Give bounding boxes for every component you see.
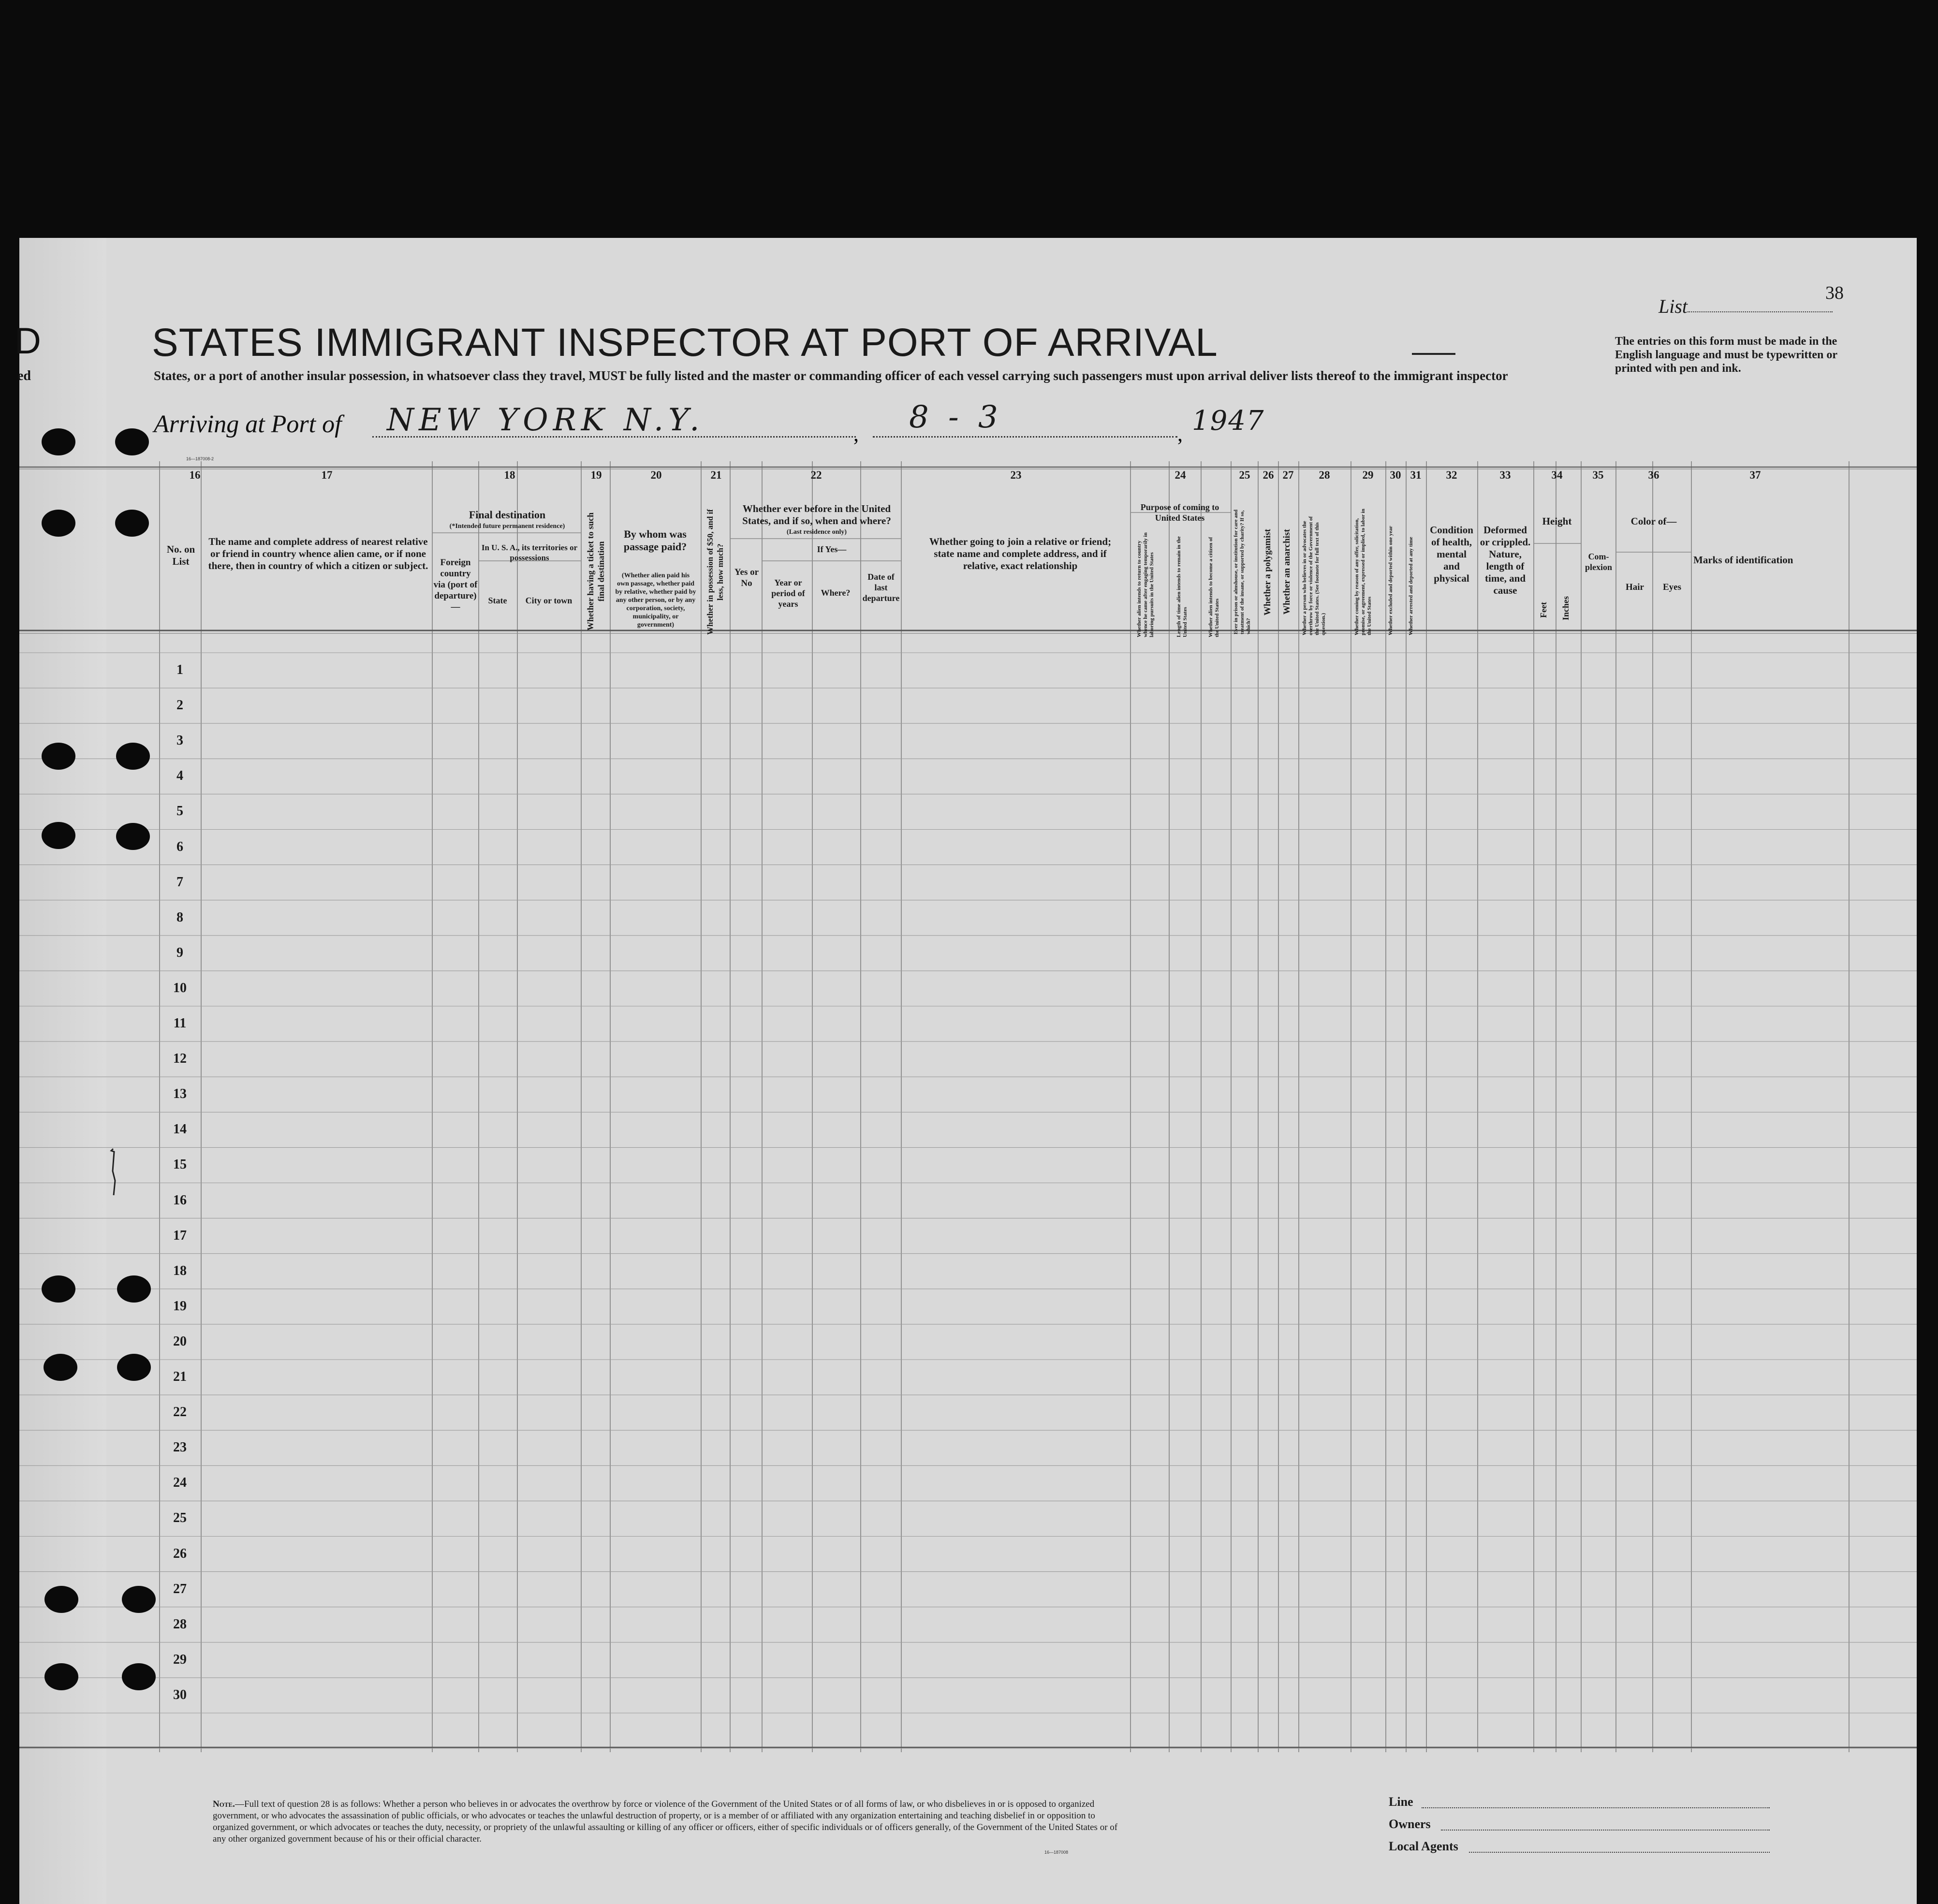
row-number: 22	[173, 1405, 187, 1420]
pencil-mark	[106, 1147, 126, 1200]
col-34-number: 34	[1551, 469, 1563, 481]
col-36-header: Color of—	[1630, 515, 1677, 527]
row-number: 11	[173, 1016, 187, 1031]
manifest-sheet: D ed STATES IMMIGRANT INSPECTOR AT PORT OF ARRIVAL States, or a port of another insular possession, in whatsoever class they travel, MUST be fully listed and the master or commanding officer of each vessel carrying such passengers must upon arrival deliver lists thereof to the immigrant inspector List 38 The entries on this form must be made in the English language and must be typewritten or printed with pen and ink. Arriving at Port of NEW YORK N.Y. , 8 - 3 , 1947 16—187008-2 16 17 18 19 20 21 22 23 24 25 26 27 28 29 30 31 32 33 34 35 36 37 No. on List The name and complete address of nearest relative or friend in country whence alien came, or if none there, then in country of which a citizen or subject. Final destination (*Intended future permanent residence) Foreign country via (port of departure)— In U. S. A., its territories or possessions State City or town Whether having a ticket to such final destination By whom was passage paid? (Whether alien paid his own passage, whether paid by relative, whether paid by any other person, or by any corporation, society, municipality, or government) Whether in possession of $50, and if less, how much? Whether ever before in the United States, and if so, when and where? (Last residence only) Yes or No If Yes— Year or period of years Where? Date of last departure Whether going to join a relative or friend; state name and complete address, and if relative, exact relationship Purpose of coming to United States Whether alien intends to return to country whence he came after engaging temporarily in laboring pursuits in the United States Length of time alien intends to remain in the United States Whether alien intends to become a citizen of the United States Ever in prison or almshouse, or institution for care and treatment of the insane, or supported by charity? If so, which? Whether a polygamist Whether an anarchist Whether a person who believes in or advocates the overthrow by force or violence of the Government of the United States. (See footnote for full text of this question.) Whether coming by reason of any offer, solicitation, promise, or agreement, expressed or implied, to labor in the United States Whether excluded and deported within one year Whether arrested and deported at any time Condition of health, mental and physical Deformed or crippled. Nature, length of time, and cause Height Feet Inches Com- plexion Color of— Hair Eyes Marks of identification 1 2 3 4 5 6 7 8 9 10 11 12 13 14 15 16 17 18 19 20 21 22 23 24 25 26 27 28 29 30 Note.—Full text of question 28 is as follows: Whether a person who believes in or advocates the overthrow by force or violence of the Government of the United States or of all forms of law, or who disbelieves in or is opposed to organized government, or who advocates the assassination of public officials, or who advocates or teaches the unlawful destruction of property, or is a member of or affiliated with any organization entertaining and teaching disbelief in or opposition to organized government, or which advocates or teaches the duty, necessity, or propriety of the unlawful assaulting or killing of any officer or officers, either of specific individuals or of officers generally, of the Government of the United States or of any other organized government because of his or their official character. 16—187008 Line Owners Local Agents	[19, 238, 1917, 1904]
col-24-number: 24	[1175, 469, 1186, 481]
col-22-note: (Last residence only)	[786, 528, 847, 536]
col-25-number: 25	[1239, 469, 1250, 481]
row-number: 18	[173, 1263, 187, 1278]
col-18-note: (*Intended future permanent residence)	[449, 523, 565, 530]
col-18-city: City or town	[525, 596, 573, 605]
punch-hole	[117, 1275, 151, 1303]
row-number: 9	[176, 945, 183, 960]
row-number: 27	[173, 1581, 187, 1596]
col-18-usa: In U. S. A., its territories or possessions	[481, 543, 578, 562]
col-19-header: Whether having a ticket to such final destination	[586, 512, 606, 631]
owners-label: Owners	[1389, 1817, 1431, 1831]
row-number: 25	[173, 1510, 187, 1526]
col-27-header: Whether an anarchist	[1282, 529, 1292, 615]
footnote-text: —Full text of question 28 is as follows: Whether a person who believes in or advocates the overthrow by force or violence of the Government of the United States or of all forms of law, or who disbelieves in or is opposed to organized government, or who advocates the assassination of public officials, or who advocates or teaches the unlawful destruction of property, or is a member of or affiliated with any organization entertaining and teaching disbelief in or opposition to organized government, or which advocates or teaches the duty, necessity, or propriety of the unlawful assaulting or killing of any officer or officers, either of specific individuals or of officers generally, of the Government of the United States or of any other organized government because of his or their official character.	[213, 1799, 1118, 1844]
col-32-header: Condition of health, mental and physical	[1430, 524, 1473, 584]
edge-cut-text: ed	[17, 368, 31, 383]
col-33-header: Deformed or crippled. Nature, length of time, and cause	[1480, 524, 1531, 596]
col-17-number: 17	[321, 469, 333, 481]
col-29-header: Whether coming by reason of any offer, solicitation, promise, or agreement, expressed or implied, to labor in the United States	[1354, 509, 1372, 635]
col-34-header: Height	[1542, 515, 1572, 527]
row-number: 29	[173, 1652, 187, 1667]
col-30-header: Whether excluded and deported within one year	[1388, 526, 1394, 635]
row-number: 30	[173, 1687, 187, 1702]
handwritten-date: 8 - 3	[909, 399, 1003, 435]
line-label: Line	[1389, 1795, 1413, 1809]
punch-hole	[116, 743, 150, 770]
col-23-header: Whether going to join a relative or friend; state name and complete address, and if relative, exact relationship	[929, 536, 1112, 571]
date-line	[873, 436, 1177, 438]
row-number: 12	[173, 1051, 187, 1067]
col-18-foreign: Foreign country via (port of departure)—	[433, 557, 478, 612]
punch-hole	[44, 1586, 78, 1613]
row-number: 5	[176, 804, 183, 819]
punch-hole	[115, 510, 149, 537]
col-28-header: Whether a person who believes in or advocates the overthrow by force or violence of the Government of the United States. (See footnote for full text of this question.)	[1302, 516, 1326, 635]
col-30-number: 30	[1390, 469, 1401, 481]
col-25-header: Ever in prison or almshouse, or institution for care and treatment of the insane, or supported by charity? If so, which?	[1233, 509, 1251, 634]
row-number: 10	[173, 980, 187, 996]
row-number: 16	[173, 1192, 187, 1208]
col-22-where: Where?	[821, 588, 851, 598]
punch-hole	[42, 822, 75, 849]
arriving-label: Arriving at Port of	[154, 410, 342, 438]
col-20-header: By whom was passage paid?	[623, 528, 687, 553]
row-number: 15	[173, 1157, 187, 1172]
col-28-number: 28	[1319, 469, 1330, 481]
col-31-header: Whether arrested and deported at any time	[1408, 537, 1414, 635]
row-number: 1	[176, 662, 183, 677]
col-34-feet: Feet	[1539, 602, 1548, 618]
col-16-header: No. on List	[166, 543, 195, 567]
col-24-citizen: Whether alien intends to become a citizen of the United States	[1208, 537, 1220, 637]
row-number: 21	[173, 1369, 187, 1384]
col-37-number: 37	[1749, 469, 1761, 481]
punch-hole	[42, 743, 75, 770]
col-34-inches: Inches	[1561, 596, 1571, 621]
agents-field	[1469, 1852, 1770, 1853]
form-code: 16—187008-2	[186, 456, 214, 461]
col-22-year: Year or period of years	[771, 578, 805, 609]
punch-hole	[42, 1275, 75, 1303]
col-22-ifyes: If Yes—	[817, 544, 847, 554]
row-number: 14	[173, 1122, 187, 1137]
col-18-number: 18	[504, 469, 515, 481]
col-20-number: 20	[650, 469, 662, 481]
col-21-number: 21	[710, 469, 722, 481]
col-19-number: 19	[590, 469, 602, 481]
row-number: 17	[173, 1228, 187, 1243]
punch-hole	[44, 1663, 78, 1690]
col-36-eyes: Eyes	[1663, 582, 1681, 592]
col-36-hair: Hair	[1626, 582, 1644, 592]
col-31-number: 31	[1410, 469, 1422, 481]
col-24-length: Length of time alien intends to remain in the United States	[1176, 536, 1188, 637]
col-35-number: 35	[1592, 469, 1604, 481]
form-title: STATES IMMIGRANT INSPECTOR AT PORT OF ARRIVAL	[152, 321, 1218, 365]
col-22-header: Whether ever before in the United States, and if so, when and where?	[742, 503, 891, 527]
punch-hole	[122, 1586, 156, 1613]
row-number: 7	[176, 874, 183, 890]
col-26-number: 26	[1263, 469, 1274, 481]
owners-field	[1441, 1830, 1770, 1831]
footnote	[213, 1799, 1131, 1845]
col-18-header: Final destination	[469, 509, 546, 521]
list-label: List	[1659, 295, 1688, 317]
punch-hole	[122, 1663, 156, 1690]
instruction-note: The entries on this form must be made in the English language and must be typewritten or printed with pen and ink.	[1615, 335, 1837, 375]
col-22-date: Date of last departure	[862, 572, 900, 603]
col-24-return: Whether alien intends to return to country whence he came after engaging temporarily in laboring pursuits in the United States	[1136, 532, 1155, 637]
row-number: 4	[176, 768, 183, 784]
col-29-number: 29	[1362, 469, 1374, 481]
list-number-line	[1688, 311, 1833, 312]
col-35-header: Com- plexion	[1585, 552, 1612, 572]
col-22-yesno: Yes or No	[734, 567, 759, 588]
manifest-grid	[19, 461, 1917, 1752]
punch-hole	[117, 1354, 151, 1381]
col-21-header: Whether in possession of $50, and if less, how much?	[705, 509, 725, 635]
row-number: 6	[176, 839, 183, 854]
col-36-number: 36	[1648, 469, 1659, 481]
col-32-number: 32	[1446, 469, 1457, 481]
col-18-state: State	[488, 596, 507, 605]
form-subtitle: States, or a port of another insular possession, in whatsoever class they travel, MUST be fully listed and the master or commanding officer of each vessel carrying such passengers must upon arrival deliver lists thereof to the immigrant inspector	[154, 368, 1508, 383]
edge-cut-letter: D	[15, 321, 41, 362]
col-17-header: The name and complete address of nearest relative or friend in country whence alien came, or if none there, then in country of which a citizen or subject.	[208, 536, 428, 571]
col-22-number: 22	[810, 469, 822, 481]
row-number: 3	[176, 733, 183, 748]
row-number: 13	[173, 1086, 187, 1102]
page-number: 38	[1825, 283, 1844, 303]
row-number: 28	[173, 1616, 187, 1632]
handwritten-port: NEW YORK N.Y.	[387, 402, 705, 438]
line-field	[1422, 1807, 1770, 1808]
row-number: 19	[173, 1298, 187, 1314]
agents-label: Local Agents	[1389, 1839, 1458, 1853]
row-number: 24	[173, 1475, 187, 1491]
row-number: 23	[173, 1440, 187, 1455]
punch-hole	[44, 1354, 77, 1381]
punch-hole	[115, 428, 149, 455]
row-number: 2	[176, 698, 183, 713]
col-37-header: Marks of identification	[1693, 554, 1793, 566]
col-26-header: Whether a polygamist	[1263, 528, 1273, 615]
col-16-number: 16	[189, 469, 201, 481]
punch-hole	[116, 823, 150, 850]
footnote-lead: Note.	[213, 1799, 235, 1809]
col-27-number: 27	[1282, 469, 1294, 481]
col-24-header: Purpose of coming to United States	[1140, 502, 1219, 523]
col-33-number: 33	[1499, 469, 1511, 481]
handwritten-year: 1947	[1192, 405, 1265, 437]
footer-code: 16—187008	[1044, 1850, 1069, 1855]
punch-hole	[42, 510, 75, 537]
col-20-note: (Whether alien paid his own passage, whether paid by relative, whether paid by any other person, or by any corporation, society, municipality, or government)	[615, 572, 696, 629]
row-number: 20	[173, 1333, 187, 1349]
row-number: 26	[173, 1546, 187, 1561]
punch-hole	[42, 428, 75, 455]
col-23-number: 23	[1010, 469, 1022, 481]
title-dash	[1412, 353, 1455, 355]
row-number: 8	[176, 909, 183, 925]
